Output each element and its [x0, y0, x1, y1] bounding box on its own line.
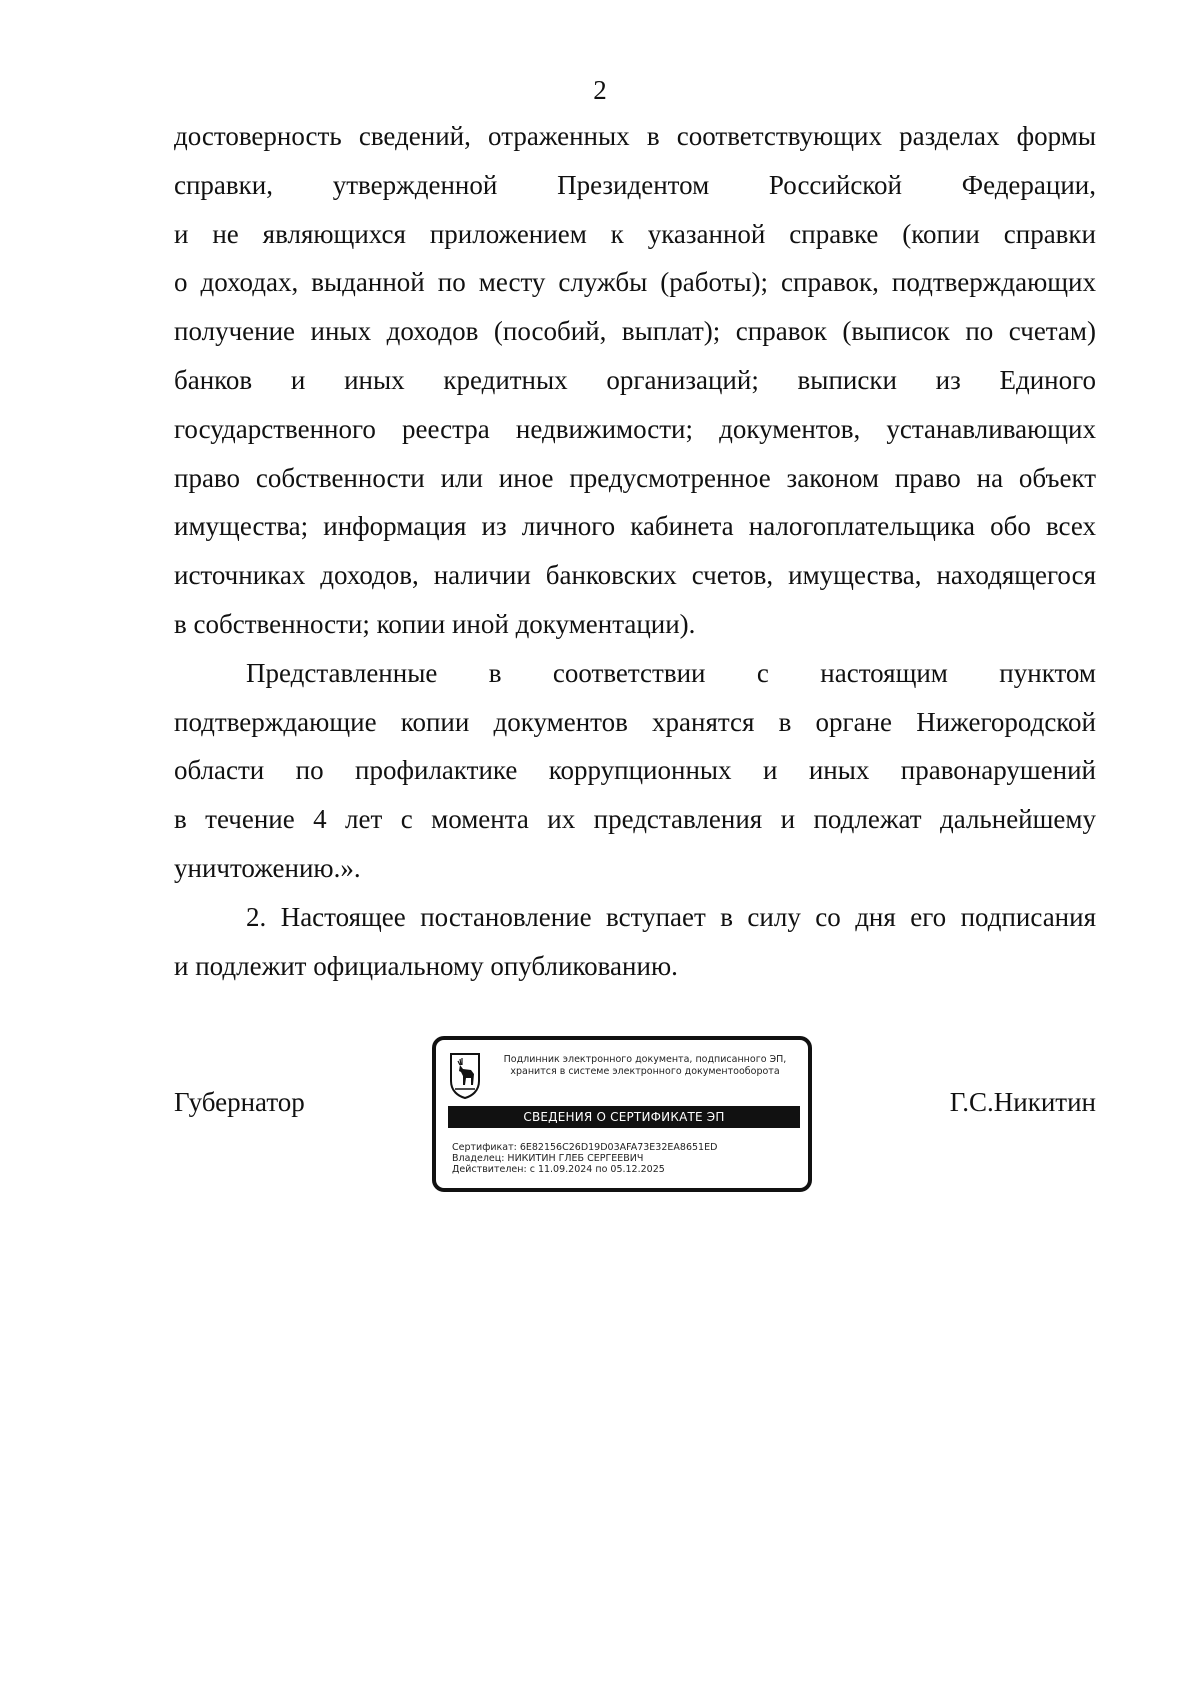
document-body	[174, 112, 1096, 990]
text-line: уничтожению.».	[174, 852, 361, 883]
text-line: и подлежит официальному опубликованию.	[174, 950, 678, 981]
nizhny-novgorod-deer-emblem-icon	[448, 1051, 482, 1099]
text-line: банков и иных кредитных организаций; выписки из Единого	[174, 364, 1096, 395]
signatory-name: Г.С.Никитин	[949, 1087, 1096, 1117]
stamp-header-line: хранится в системе электронного документооборота	[510, 1066, 780, 1077]
signatory-title: Губернатор	[174, 1087, 305, 1117]
certificate-owner: Владелец: НИКИТИН ГЛЕБ СЕРГЕЕВИЧ	[452, 1153, 644, 1164]
certificate-details	[452, 1142, 802, 1175]
paragraph	[174, 649, 1096, 893]
text-line: области по профилактике коррупционных и иных правонарушений	[174, 755, 1096, 786]
text-line: 2. Настоящее постановление вступает в силу со дня его подписания	[246, 901, 1096, 932]
electronic-signature-stamp	[432, 1036, 812, 1192]
stamp-header-line: Подлинник электронного документа, подписанного ЭП,	[503, 1054, 787, 1065]
text-line: Представленные в соответствии с настоящим пунктом	[246, 657, 1096, 688]
stamp-header	[486, 1054, 804, 1078]
text-line: справки, утвержденной Президентом Российской Федерации,	[174, 169, 1096, 200]
text-line: в течение 4 лет с момента их представления и подлежат дальнейшему	[174, 804, 1096, 835]
text-line: право собственности или иное предусмотренное законом право на объект	[174, 462, 1096, 493]
certificate-number: Сертификат: 6E82156C26D19D03AFA73E32EA8651ED	[452, 1142, 718, 1153]
paragraph	[174, 893, 1096, 991]
text-line: о доходах, выданной по месту службы (работы); справок, подтверждающих	[174, 267, 1096, 298]
text-line: имущества; информация из личного кабинета налогоплательщика обо всех	[174, 511, 1096, 542]
text-line: в собственности; копии иной документации).	[174, 608, 696, 639]
certificate-validity: Действителен: с 11.09.2024 по 05.12.2025	[452, 1164, 665, 1175]
text-line: подтверждающие копии документов хранятся в органе Нижегородской	[174, 706, 1096, 737]
page-number: 2	[593, 75, 607, 105]
text-line: государственного реестра недвижимости; документов, устанавливающих	[174, 413, 1096, 444]
text-line: достоверность сведений, отраженных в соответствующих разделах формы	[174, 121, 1096, 151]
text-line: и не являющихся приложением к указанной справке (копии справки	[174, 218, 1096, 249]
paragraph	[174, 112, 1096, 649]
text-line: получение иных доходов (пособий, выплат); справок (выписок по счетам)	[174, 316, 1096, 347]
text-line: источниках доходов, наличии банковских счетов, имущества, находящегося	[174, 560, 1096, 591]
stamp-title-bar: СВЕДЕНИЯ О СЕРТИФИКАТЕ ЭП	[448, 1106, 800, 1128]
